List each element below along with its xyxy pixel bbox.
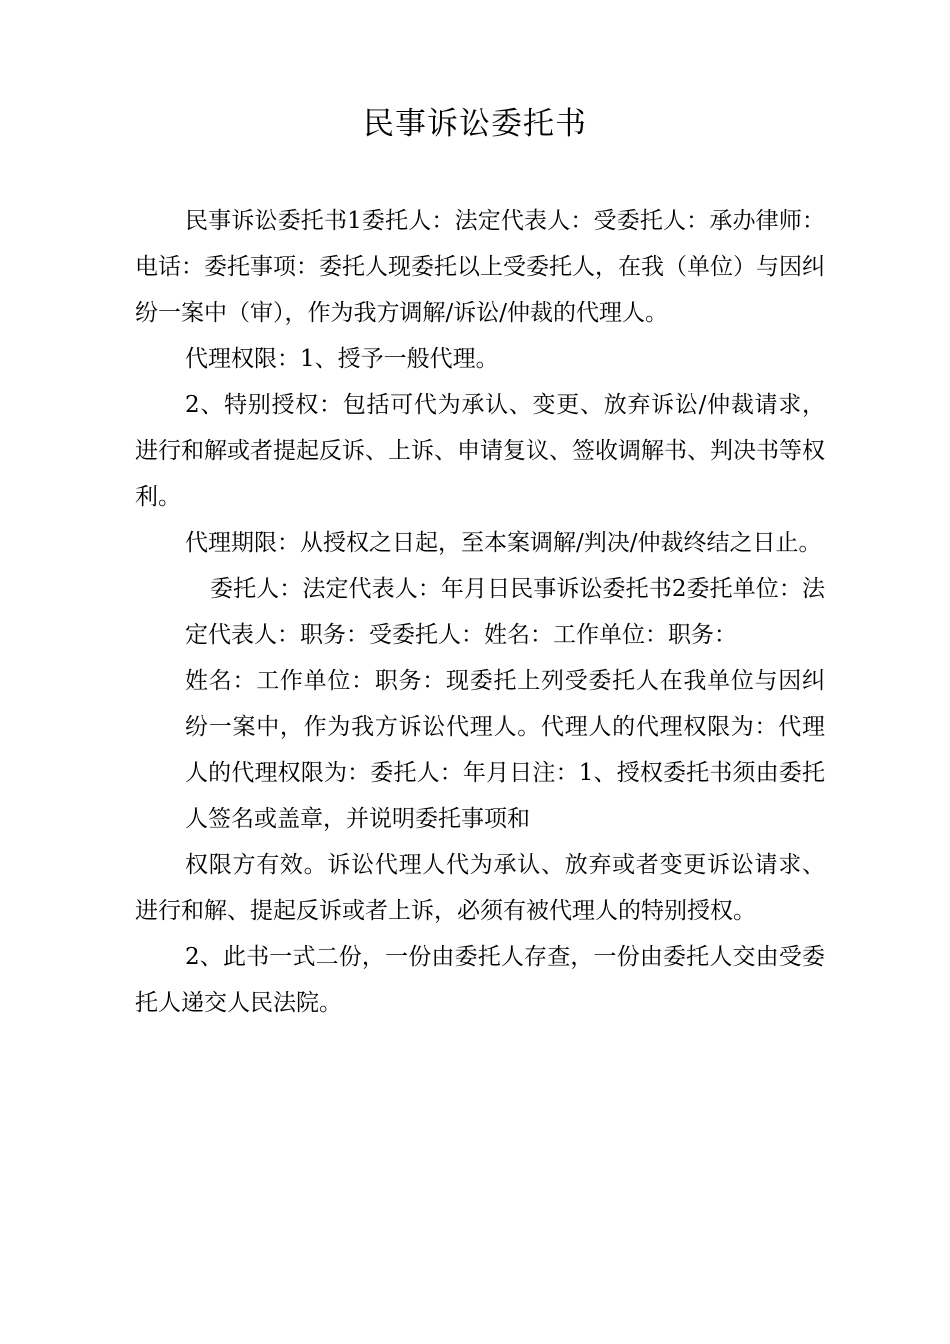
paragraph-principal-info: 民事诉讼委托书1委托人：法定代表人：受委托人：承办律师：电话：委托事项：委托人现委托以上受委托人，在我（单位）与因纠纷一案中（审），作为我方调解/诉讼/仲裁的代理人。 — [135, 208, 825, 326]
paragraph-agency-term: 代理期限：从授权之日起，至本案调解/判决/仲裁终结之日止。 — [185, 530, 822, 556]
paragraph-special-authorization: 2、特别授权：包括可代为承认、变更、放弃诉讼/仲裁请求，进行和解或者提起反诉、上诉、申请复议、签收调解书、判决书等权利。 — [135, 392, 825, 510]
paragraph-validity-note: 权限方有效。诉讼代理人代为承认、放弃或者变更诉讼请求、进行和解、提起反诉或者上诉，必须有被代理人的特别授权。 — [135, 852, 825, 924]
paragraph-agency-scope: 代理权限：1、授予一般代理。 — [185, 346, 499, 372]
paragraph-principal-unit: 委托人：法定代表人：年月日民事诉讼委托书2委托单位：法定代表人：职务：受委托人：姓名：工作单位：职务： — [185, 576, 825, 648]
paragraph-agent-details: 姓名：工作单位：职务：现委托上列受委托人在我单位与因纠纷一案中，作为我方诉讼代理人。代理人的代理权限为：代理人的代理权限为：委托人：年月日注：1、授权委托书须由委托人签名或盖章，并说明委托事项和 — [185, 668, 825, 832]
paragraph-copies-note: 2、此书一式二份，一份由委托人存查，一份由委托人交由受委托人递交人民法院。 — [135, 944, 825, 1016]
document-body — [135, 198, 825, 1026]
document-title: 民事诉讼委托书 — [363, 106, 587, 142]
